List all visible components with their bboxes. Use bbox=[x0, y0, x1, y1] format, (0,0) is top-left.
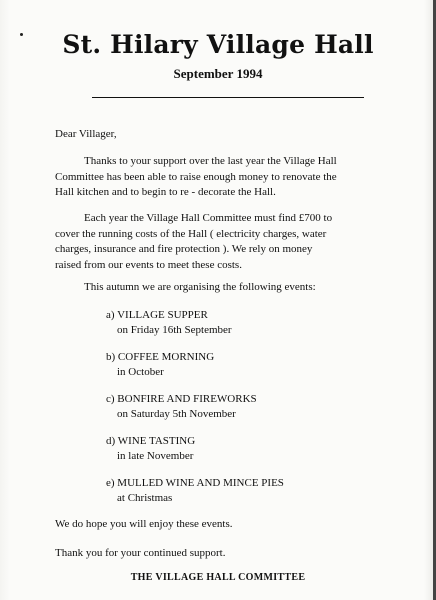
event-title: a) VILLAGE SUPPER bbox=[106, 309, 208, 321]
paragraph-2-line: Each year the Village Hall Committee must find £700 to bbox=[84, 212, 333, 224]
event-title: d) WINE TASTING bbox=[106, 435, 196, 447]
paragraph-2 bbox=[55, 211, 332, 273]
paragraph-2-line: cover the running costs of the Hall ( electricity charges, water bbox=[55, 227, 327, 240]
events-intro: This autumn we are organising the following events: bbox=[84, 281, 316, 293]
event-title: c) BONFIRE AND FIREWORKS bbox=[106, 393, 257, 405]
event-detail: in October bbox=[117, 366, 164, 378]
closing-line-2: Thank you for your continued support. bbox=[55, 547, 226, 559]
signature: THE VILLAGE HALL COMMITTEE bbox=[130, 572, 306, 583]
paragraph-2-line: charges, insurance and fire protection ). We rely on money bbox=[55, 243, 313, 255]
event-title: b) COFFEE MORNING bbox=[106, 351, 215, 363]
paragraph-1-line: Hall kitchen and to begin to re - decorate the Hall. bbox=[55, 186, 276, 198]
letter-date: September 1994 bbox=[173, 66, 263, 81]
header-rule bbox=[92, 97, 364, 98]
paragraph-1 bbox=[55, 154, 337, 201]
paragraph-1-line: Thanks to your support over the last year the Village Hall bbox=[84, 155, 337, 167]
salutation: Dear Villager, bbox=[55, 128, 117, 140]
paragraph-2-line: raised from our events to meet these costs. bbox=[55, 258, 242, 271]
event-detail: on Saturday 5th November bbox=[117, 408, 236, 420]
event-title: e) MULLED WINE AND MINCE PIES bbox=[106, 477, 284, 489]
event-detail: at Christmas bbox=[117, 492, 173, 504]
letter-title: St. Hilary Village Hall bbox=[62, 30, 374, 59]
paragraph-1-line: Committee has been able to raise enough money to renovate the bbox=[55, 170, 337, 183]
closing-line-1: We do hope you will enjoy these events. bbox=[55, 518, 233, 530]
event-detail: on Friday 16th September bbox=[117, 324, 232, 336]
event-detail: in late November bbox=[117, 450, 194, 462]
